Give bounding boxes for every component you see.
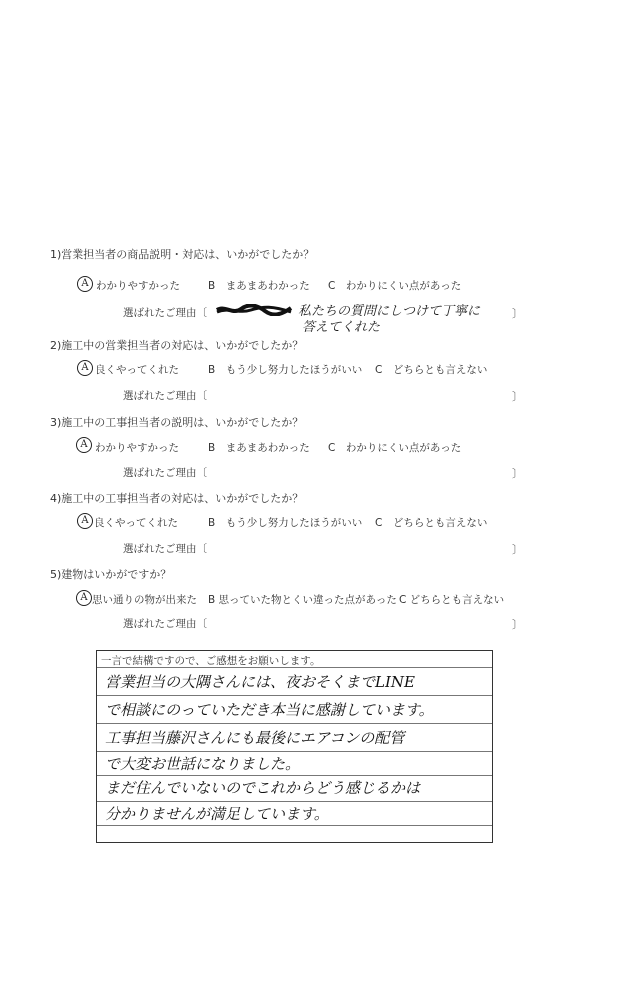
question-2-option-c: C どちらとも言えない — [375, 364, 488, 376]
question-1-option-b: B まあまあわかった — [208, 280, 310, 292]
comment-line-2: で相談にのっていただき本当に感謝しています。 — [105, 701, 434, 719]
question-5-option-c: C どちらとも言えない — [399, 594, 505, 606]
question-3-title: 3)施工中の工事担当者の説明は、いかがでしたか？ — [50, 416, 304, 429]
ruled-line — [97, 751, 492, 752]
question-1-option-c: C わかりにくい点があった — [328, 280, 462, 292]
ruled-line — [97, 775, 492, 776]
question-4-title: 4)施工中の工事担当者の対応は、いかがでしたか？ — [50, 492, 304, 505]
question-5-option-a: 思い通りの物が出来た — [92, 594, 197, 606]
comment-line-6: 分かりませんが満足しています。 — [105, 805, 329, 823]
question-4-reason-label: 選ばれたご理由〔 — [123, 543, 207, 555]
question-4-option-a: 良くやってくれた — [94, 517, 178, 529]
comment-box — [96, 650, 493, 843]
question-5-option-b: B 思っていた物とくい違った点があった — [208, 594, 397, 606]
question-1-selected-mark: A — [77, 276, 93, 292]
question-1-reason-label: 選ばれたご理由〔 — [123, 307, 207, 319]
question-3-reason-label: 選ばれたご理由〔 — [123, 467, 207, 479]
comment-line-4: で大変お世話になりました。 — [105, 755, 301, 773]
question-4-option-c: C どちらとも言えない — [375, 517, 488, 529]
question-5-reason-label: 選ばれたご理由〔 — [123, 618, 207, 630]
question-3-option-c: C わかりにくい点があった — [328, 442, 462, 454]
question-3-option-a: わかりやすかった — [95, 442, 179, 454]
question-1-handwritten-reason-line-2: 答えてくれた — [302, 320, 381, 335]
ruled-line — [97, 723, 492, 724]
ruled-line — [97, 667, 492, 668]
question-2-reason-label: 選ばれたご理由〔 — [123, 390, 207, 402]
ruled-line — [97, 801, 492, 802]
question-5-selected-mark: A — [76, 590, 92, 606]
question-1-title: 1)営業担当者の商品説明・対応は、いかがでしたか？ — [50, 248, 315, 261]
question-4-selected-mark: A — [77, 513, 93, 529]
question-4-reason-close: 〕 — [512, 543, 523, 556]
question-3-reason-close: 〕 — [512, 467, 523, 480]
question-5-reason-close: 〕 — [512, 618, 523, 631]
question-2-option-a: 良くやってくれた — [95, 364, 179, 376]
question-3-option-b: B まあまあわかった — [208, 442, 310, 454]
question-3-selected-mark: A — [76, 437, 92, 453]
question-1-handwritten-reason-line-1: 私たちの質問にしつけて丁寧に — [298, 304, 481, 319]
question-1-reason-close: 〕 — [512, 307, 523, 320]
redacted-scribble — [215, 304, 293, 316]
question-5-title: 5)建物はいかがですか？ — [50, 568, 172, 581]
ruled-line — [97, 825, 492, 826]
question-1-option-a: わかりやすかった — [96, 280, 180, 292]
comment-line-3: 工事担当藤沢さんにも最後にエアコンの配管 — [105, 729, 405, 747]
question-2-option-b: B もう少し努力したほうがいい — [208, 364, 363, 376]
ruled-line — [97, 695, 492, 696]
question-2-title: 2)施工中の営業担当者の対応は、いかがでしたか？ — [50, 339, 304, 352]
comment-line-5: まだ住んでいないのでこれからどう感じるかは — [105, 779, 421, 797]
comment-prompt: 一言で結構ですので、ご感想をお願いします。 — [101, 655, 321, 667]
question-2-selected-mark: A — [77, 360, 93, 376]
question-2-reason-close: 〕 — [512, 390, 523, 403]
comment-line-1: 営業担当の大隅さんには、夜おそくまでLINE — [105, 673, 415, 691]
question-4-option-b: B もう少し努力したほうがいい — [208, 517, 363, 529]
